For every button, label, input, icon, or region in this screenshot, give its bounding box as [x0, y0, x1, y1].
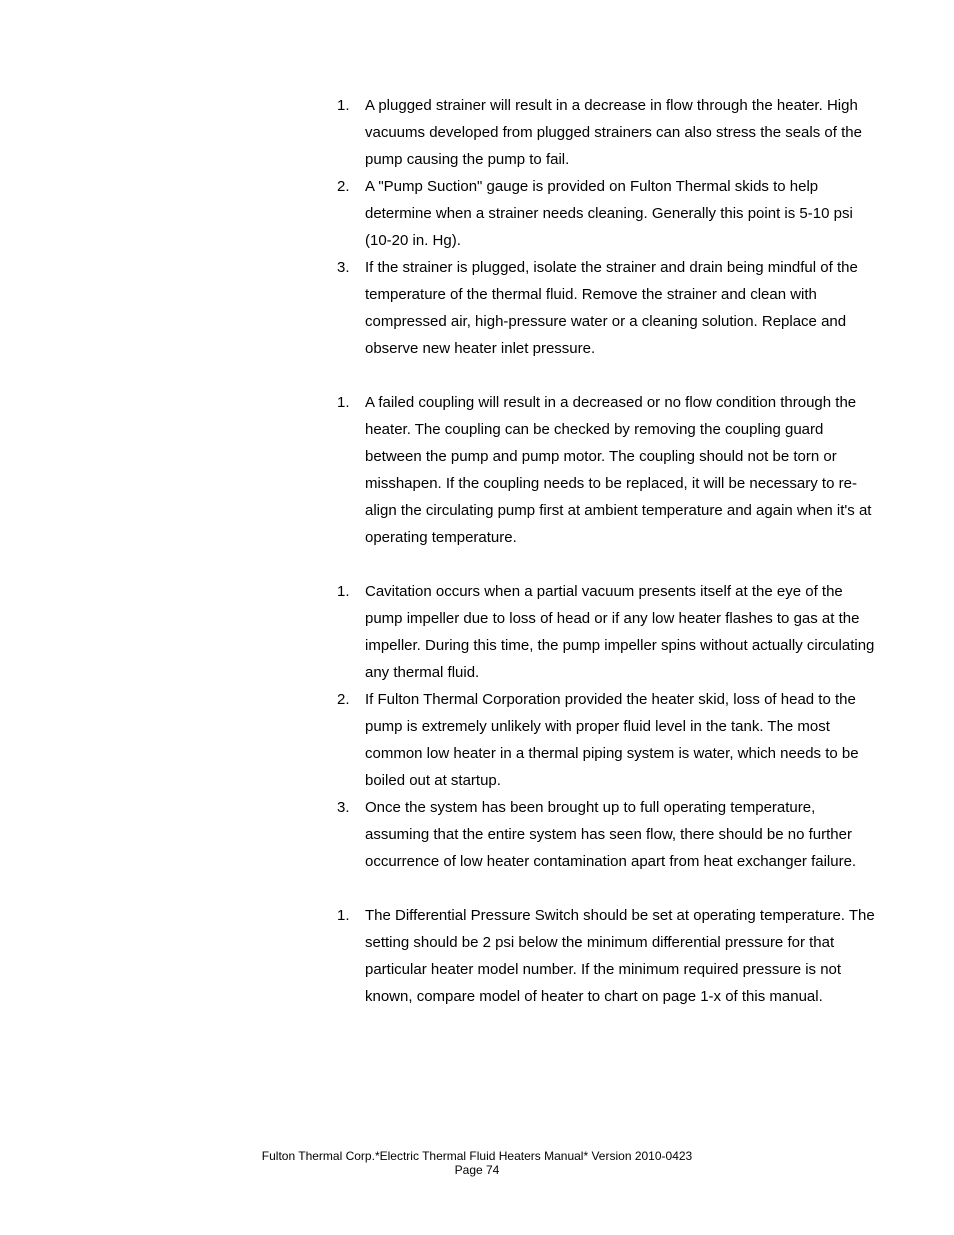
list-item	[335, 794, 875, 875]
list-text: A failed coupling will result in a decreased or no flow condition through the heater. The coupling can be checked by removing the coupling guard between the pump and pump motor. The coupling should not be torn or misshapen. If the coupling needs to be replaced, it will be necessary to re-align the circulating pump first at ambient temperature and again when it's at operating temperature.	[365, 394, 872, 546]
list-text: If Fulton Thermal Corporation provided the heater skid, loss of head to the pump is extremely unlikely with proper fluid level in the tank. The most common low heater in a thermal piping system is water, which needs to be boiled out at startup.	[365, 691, 859, 789]
section-spacer	[335, 875, 875, 902]
list-item	[335, 389, 875, 551]
list-number: 1.	[337, 97, 350, 114]
section-spacer	[335, 551, 875, 578]
list-text: A "Pump Suction" gauge is provided on Fulton Thermal skids to help determine when a strainer needs cleaning. Generally this point is 5-10 psi (10-20 in. Hg).	[365, 178, 853, 249]
page-number: Page 74	[454, 1163, 500, 1177]
list-text: If the strainer is plugged, isolate the strainer and drain being mindful of the temperature of the thermal fluid. Remove the strainer and clean with compressed air, high-pressure water or a cleaning solution. Replace and observe new heater inlet pressure.	[365, 259, 858, 357]
strainer-list	[335, 92, 875, 362]
list-number: 3.	[337, 799, 350, 816]
list-text: Once the system has been brought up to full operating temperature, assuming that the entire system has seen flow, there should be no further occurrence of low heater contamination apart from heat exchanger failure.	[365, 799, 857, 870]
list-number: 2.	[337, 691, 350, 708]
list-number: 3.	[337, 259, 350, 276]
list-number: 1.	[337, 394, 350, 411]
differential-pressure-list	[335, 902, 875, 1010]
page-footer	[0, 1149, 954, 1177]
section-spacer	[335, 362, 875, 389]
list-item	[335, 254, 875, 362]
list-item	[335, 578, 875, 686]
list-item	[335, 92, 875, 173]
list-number: 1.	[337, 583, 350, 600]
list-item	[335, 686, 875, 794]
cavitation-list	[335, 578, 875, 875]
coupling-list	[335, 389, 875, 551]
page-content	[335, 92, 875, 1010]
list-text: A plugged strainer will result in a decrease in flow through the heater. High vacuums developed from plugged strainers can also stress the seals of the pump causing the pump to fail.	[365, 97, 862, 168]
list-number: 1.	[337, 907, 350, 924]
list-text: The Differential Pressure Switch should be set at operating temperature. The setting should be 2 psi below the minimum differential pressure for that particular heater model number. If the minimum required pressure is not known, compare model of heater to chart on page 1-x of this manual.	[365, 907, 875, 1005]
list-text: Cavitation occurs when a partial vacuum presents itself at the eye of the pump impeller due to loss of head or if any low heater flashes to gas at the impeller. During this time, the pump impeller spins without actually circulating any thermal fluid.	[365, 583, 875, 681]
list-item	[335, 902, 875, 1010]
footer-title: Fulton Thermal Corp.*Electric Thermal Fluid Heaters Manual* Version 2010-0423	[261, 1149, 693, 1163]
list-number: 2.	[337, 178, 350, 195]
list-item	[335, 173, 875, 254]
